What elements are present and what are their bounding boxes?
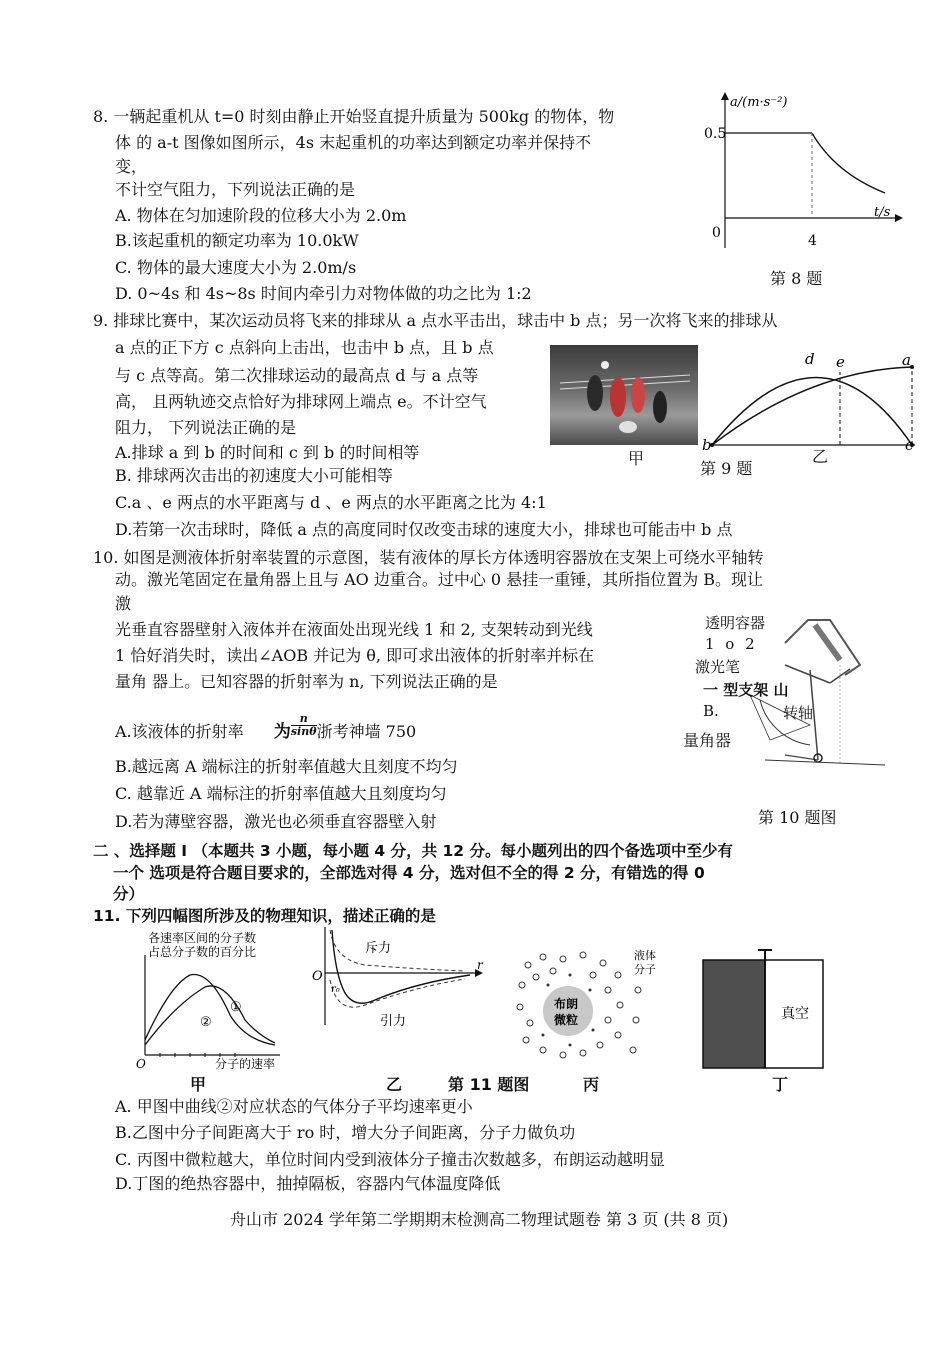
q11-fig-ding (698, 948, 828, 1073)
q8-caption: 第 8 题 (770, 269, 823, 288)
q9-stem-line4: 高， 且两轨迹交点恰好为排球网上端点 e。不计空气 (115, 392, 487, 411)
q10-fraction (291, 713, 317, 738)
q10-stem-line6: 量角 器上。已知容器的折射率为 n, 下列说法正确的是 (115, 672, 498, 691)
section2-line3: 分） (113, 885, 145, 903)
q11-fig-jia (130, 925, 290, 1070)
q11-fig-bing (508, 945, 668, 1070)
q11-yi-r0: r₀ (331, 984, 340, 995)
q8-graph-ylabel: a/(m·s⁻²) (730, 95, 788, 110)
q11-stem: 11. 下列四幅图所涉及的物理知识，描述正确的是 (93, 907, 436, 925)
q10-stem-line4: 光垂直容器壁射入液体并在液面处出现光线 1 和 2, 支架转动到光线 (115, 620, 593, 639)
q8-graph-xlabel: t/s (874, 205, 891, 220)
q8-option-c: C. 物体的最大速度大小为 2.0m/s (115, 258, 357, 277)
q11-jia-origin: O (136, 1057, 146, 1070)
q10-option-c: C. 越靠近 A 端标注的折射率值越大且刻度均匀 (115, 784, 447, 803)
q9-caption-yi: 乙 (812, 447, 829, 466)
q8-stem-line2: 体 的 a-t 图像如图所示，4s 末起重机的功率达到额定功率并保持不 (115, 133, 592, 152)
q8-option-a: A. 物体在匀加速阶段的位移大小为 2.0m (115, 206, 407, 225)
q10-stem-line5: 1 恰好消失时，读出∠AOB 并记为 θ, 即可求出液体的折射率并标在 (115, 646, 595, 665)
q11-caption-jia: 甲 (190, 1075, 207, 1094)
q8-option-d: D. 0~4s 和 4s~8s 时间内牵引力对物体做的功之比为 1:2 (115, 284, 532, 303)
q9-label-a: a (902, 351, 911, 369)
section2-line1: 二 、选择题 I （本题共 3 小题，每小题 4 分，共 12 分。每小题列出的四个备选项中至少有 (93, 842, 733, 860)
q9-stem-line5: 阻力， 下列说法正确的是 (115, 418, 297, 437)
q9-label-b: b (702, 436, 712, 454)
q10-label-rays: 1 o 2 (705, 635, 758, 653)
q11-jia-xlabel: 分子的速率 (215, 1057, 276, 1070)
q9-option-d: D.若第一次击球时，降低 a 点的高度同时仅改变击球的速度大小，排球也可能击中 b 点 (115, 520, 733, 539)
q11-yi-attraction: 引力 (380, 1014, 407, 1029)
q11-bing-liquid-l1: 液体 (634, 949, 656, 962)
q11-option-c: C. 丙图中微粒越大，单位时间内受到液体分子撞击次数越多，布朗运动越明显 (115, 1150, 665, 1169)
q10-label-container: 透明容器 (705, 614, 766, 632)
q10-label-protractor: 量角器 (683, 731, 732, 750)
q8-at-graph (690, 88, 905, 258)
q11-caption-title: 第 11 题图 (448, 1075, 530, 1094)
q10-fraction-denominator: sinθ (290, 725, 317, 738)
q11-option-a: A. 甲图中曲线②对应状态的气体分子平均速率更小 (115, 1097, 473, 1116)
q11-caption-yi: 乙 (386, 1075, 403, 1094)
q11-option-b: B.乙图中分子间距离大于 ro 时，增大分子间距离，分子力做负功 (115, 1123, 576, 1142)
q10-label-laser: 激光笔 (695, 658, 741, 676)
q8-option-b: B.该起重机的额定功率为 10.0kW (115, 231, 359, 250)
q11-caption-bing: 丙 (583, 1075, 600, 1094)
q9-option-c: C.a 、e 两点的水平距离与 d 、e 两点的水平距离之比为 4:1 (115, 493, 547, 512)
q8-graph-origin: 0 (712, 225, 721, 241)
q11-jia-curve2: ② (200, 1015, 212, 1030)
q10-stem-line3: 激 (115, 594, 132, 613)
q10-stem-line2: 动。激光笔固定在量角器上且与 AO 边重合。过中心 0 悬挂一重锤，其所指位置为 B。现让 (115, 570, 764, 589)
q9-stem-line2: a 点的正下方 c 点斜向上击出，也击中 b 点，且 b 点 (115, 338, 494, 357)
q9-label-d: d (805, 350, 815, 368)
q10-option-a-pre: A.该液体的折射率 (115, 722, 244, 741)
q11-bing-particle-l2: 微粒 (554, 1013, 579, 1027)
q8-stem-line1: 8. 一辆起重机从 t=0 时刻由静止开始竖直提升质量为 500kg 的物体，物 (93, 107, 615, 126)
page-footer: 舟山市 2024 学年第二学期期末检测高二物理试题卷 第 3 页 (共 8 页) (230, 1210, 729, 1229)
q11-fig-yi (305, 925, 485, 1035)
q10-option-a-wei: 为 (273, 722, 291, 742)
q9-caption: 第 9 题 (700, 459, 753, 478)
q9-option-a: A.排球 a 到 b 的时间和 c 到 b 的时间相等 (115, 443, 420, 462)
q11-yi-r: r (477, 958, 483, 972)
q8-graph-ytick: 0.5 (704, 126, 727, 142)
q10-fraction-numerator: n (291, 713, 317, 726)
q9-stem-line1: 9. 排球比赛中，某次运动员将飞来的排球从 a 点水平击出，球击中 b 点；另一次将飞来的排球从 (93, 311, 778, 330)
q9-volleyball-photo (550, 345, 698, 445)
q10-caption: 第 10 题图 (758, 808, 837, 827)
q8-stem-line3: 变， (115, 157, 148, 176)
q10-option-a (115, 712, 417, 742)
q9-label-c: c (905, 436, 914, 454)
q9-stem-line3: 与 c 点等高。第二次排球运动的最高点 d 与 a 点等 (115, 366, 479, 385)
q8-stem-line4: 不计空气阻力，下列说法正确的是 (115, 180, 356, 199)
q11-yi-origin: O (312, 969, 323, 984)
q11-jia-title2: 占总分子数的百分比 (148, 945, 257, 959)
q9-label-e: e (836, 353, 845, 371)
q10-option-d: D.若为薄壁容器，激光也必须垂直容器壁入射 (115, 812, 437, 831)
q11-option-d: D.丁图的绝热容器中，抽掉隔板，容器内气体温度降低 (115, 1174, 501, 1193)
q10-label-b: B. (703, 702, 719, 720)
q11-bing-liquid-l2: 分子 (634, 963, 656, 976)
q9-option-b: B. 排球两次击出的初速度大小可能相等 (115, 466, 393, 485)
section2-line2: 一个 选项是符合题目要求的，全部选对得 4 分，选对但不全的得 2 分，有错选的得 0 (113, 864, 705, 882)
q11-caption-ding: 丁 (772, 1075, 789, 1094)
q11-ding-vacuum: 真空 (781, 1006, 809, 1022)
q10-label-axis: 转轴 (783, 704, 814, 722)
q11-jia-title1: 各速率区间的分子数 (148, 931, 257, 945)
q10-stem-line1: 10. 如图是测液体折射率装置的示意图，装有液体的厚长方体透明容器放在支架上可绕水平轴转 (93, 548, 764, 567)
q10-label-bracket: 一 型支架 山 (703, 681, 789, 699)
q11-bing-particle-l1: 布朗 (554, 997, 579, 1011)
q10-option-a-post: 浙考神墙 750 (316, 722, 417, 741)
q9-caption-jia: 甲 (628, 449, 645, 468)
q9-trajectory-diagram (700, 350, 925, 455)
q11-jia-curve1: ① (230, 1000, 242, 1015)
q10-option-b: B.越远离 A 端标注的折射率值越大且刻度不均匀 (115, 757, 458, 776)
q11-yi-repulsion: 斥力 (365, 941, 392, 956)
q8-graph-xtick: 4 (808, 233, 817, 249)
